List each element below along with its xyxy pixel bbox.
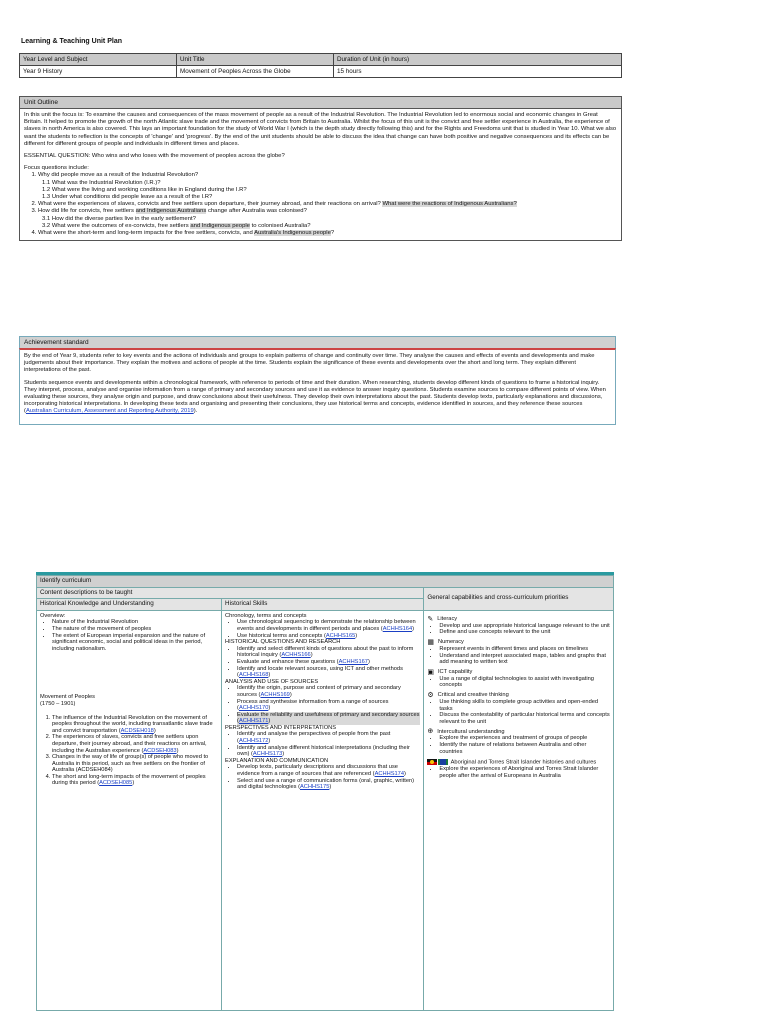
atsi-list — [427, 766, 610, 779]
duration-header: Duration of Unit (in hours) — [334, 54, 622, 66]
ict-label: ICT capability — [437, 668, 473, 675]
skill-item — [237, 646, 420, 659]
code-link[interactable]: ACDSEH083 — [143, 747, 177, 754]
close-paren: ) — [367, 658, 370, 665]
close-paren: ) — [268, 705, 271, 712]
code-link[interactable]: ACHHS165 — [325, 632, 356, 639]
literacy-icon: ✎ — [427, 615, 434, 623]
code-link[interactable]: ACHHS166 — [281, 652, 311, 659]
year-level-header: Year Level and Subject — [20, 54, 177, 66]
critical-thinking-label: Critical and creative thinking — [437, 692, 509, 699]
torres-strait-flag-icon — [438, 759, 448, 765]
hku-header: Historical Knowledge and Understanding — [37, 599, 222, 611]
focus-question — [38, 230, 617, 237]
close-paren: ) — [176, 747, 179, 754]
focus-question-text: What were the experiences of slaves, convicts and free settlers upon departure, their journey abroad, and their reactions on arrival? — [38, 201, 381, 208]
capability-item: • Develop and use appropriate historical language relevant to the unit — [439, 623, 610, 630]
duration-value: 15 hours — [334, 66, 622, 78]
code-link[interactable]: ACDSEH085 — [99, 780, 133, 787]
historical-skills-header: Historical Skills — [222, 599, 424, 611]
capability-item: • Discuss the contestability of particular historical terms and concepts relevant to the unit — [439, 712, 610, 725]
communication-list — [225, 764, 420, 790]
skill-text: Identify and select different kinds of questions about the past to inform historical inquiry ( — [237, 645, 414, 659]
focus-questions-label: Focus questions include: — [24, 165, 89, 172]
close-paren: ) — [412, 625, 415, 632]
skill-item — [237, 745, 420, 758]
capability-item: • Define and use concepts relevant to the unit — [439, 629, 610, 636]
close-paren: ) — [132, 780, 135, 787]
skill-item — [237, 731, 420, 744]
literacy-label: Literacy — [437, 615, 458, 622]
capability-item: • Explore the experiences of Aboriginal and Torres Strait Islander people after the arrival of Europeans in Australia — [439, 766, 610, 779]
skill-text: Use chronological sequencing to demonstrate the relationship between events and developments in different periods and places ( — [237, 619, 416, 632]
atsi-label: Aboriginal and Torres Strait Islander histories and cultures — [450, 759, 597, 766]
unit-outline-header: Unit Outline — [19, 96, 622, 109]
close-paren: ) — [268, 718, 271, 725]
sub-question: 1.3 Under what conditions did people leave as a result of the I.R? — [42, 194, 213, 201]
highlighted-text: Australia's Indigenous people — [254, 230, 331, 237]
perspectives-label: PERSPECTIVES AND INTERPRETATIONS — [225, 724, 337, 731]
identify-curriculum-section — [36, 572, 614, 1011]
atsi-heading — [427, 759, 610, 766]
skill-text: Identify and analyse the perspectives of people from the past ( — [237, 731, 391, 745]
skill-item — [237, 764, 420, 777]
unit-outline-paragraph: In this unit the focus is: To examine the causes and consequences of the mass movement of people as a result of the Industrial Revolution. The Industrial Revolution led to enormous social and economic changes in Great Britain. It helped to promote the growth of the north Atlantic slave trade and the movement of convicts from Britain to Australia. Whilst the focus of this unit is the convict and free settler experience in Australia, the experience of slaves in north America is also covered. This lays an important foundation for the study of World War I (which is the depth study directly following this) and for the Rights and Freedoms unit that is studied in Year 10. What we also want the students to reflection is the concepts of 'change' and 'progress'. By the end of the unit students should be able to discuss the idea that change can have both positive and negative consequences and its effects can be different for different groups of people and individuals in different times and places. — [24, 112, 617, 147]
general-capabilities-column — [424, 610, 614, 1010]
focus-question-text: How did life for convicts, free settlers — [38, 208, 134, 215]
code-link[interactable]: ACHHS164 — [382, 625, 413, 632]
general-capabilities-header: General capabilities and cross-curriculum priorities — [424, 587, 614, 610]
globe-icon: ⊕ — [427, 728, 434, 736]
mop-item: 3. Changes in the way of life of group(s) of people who moved to Australia in this period, such as free settlers on the frontier of Australia (ACDSEH084) — [52, 754, 218, 774]
intercultural-list — [427, 735, 610, 755]
movement-of-peoples-label: Movement of Peoples — [40, 694, 96, 701]
sources-label: ANALYSIS AND USE OF SOURCES — [225, 678, 319, 685]
mop-item-text: The experiences of slaves, convicts and free settlers upon departure, their journey abroad, and their reactions on arrival, including the Australian experience ( — [52, 734, 207, 754]
sub-question — [42, 223, 617, 230]
chronology-list — [225, 619, 420, 639]
overview-item: • The extent of European imperial expansion and the nature of significant economic, social and political ideas in the period, including nationalism. — [52, 633, 218, 653]
identify-curriculum-header: Identify curriculum — [37, 576, 614, 588]
communication-label: EXPLANATION AND COMMUNICATION — [225, 757, 329, 764]
skill-text: Use historical terms and concepts ( — [237, 632, 326, 639]
sub-question-text: to colonised Australia? — [251, 222, 311, 229]
achievement-standard-header: Achievement standard — [19, 336, 616, 348]
sub-question: 3.1 How did the diverse parties live in the early settlement? — [42, 215, 196, 222]
content-descriptions-header: Content descriptions to be taught — [37, 587, 424, 599]
numeracy-list — [427, 646, 610, 666]
skill-text: Evaluate and enhance these questions ( — [237, 658, 339, 665]
unit-outline-section — [19, 96, 622, 241]
literacy-heading — [427, 616, 610, 623]
historical-skills-column — [222, 610, 424, 1010]
overview-label: Overview: — [40, 612, 66, 619]
skill-text: Develop texts, particularly descriptions and discussions that use evidence from a range of sources that are referenced ( — [237, 764, 398, 778]
close-paren: ) — [310, 652, 313, 659]
close-paren: ) — [268, 738, 271, 745]
ict-heading — [427, 669, 610, 676]
sub-question-text: 3.2 What were the outcomes of ex-convicts, free settlers — [42, 222, 189, 229]
highlighted-text: and Indigenous people — [190, 222, 250, 229]
focus-question-text: ? — [330, 230, 335, 237]
year-level-value: Year 9 History — [20, 66, 177, 78]
focus-question — [38, 172, 617, 201]
movement-of-peoples-dates: (1750 – 1901) — [40, 700, 76, 707]
code-link[interactable]: ACHHS168 — [238, 672, 269, 679]
code-link[interactable]: ACHHS170 — [238, 705, 269, 712]
unit-title-header: Unit Title — [177, 54, 334, 66]
overview-item: • The nature of the movement of peoples — [52, 626, 218, 633]
intercultural-heading — [427, 728, 610, 735]
skill-item — [237, 659, 420, 666]
mop-item-text: The influence of the Industrial Revolution on the movement of peoples throughout the world, including transatlantic slave trade and convict transportation ( — [52, 714, 213, 734]
mop-item — [52, 774, 218, 787]
focus-question-text: change after Australia was colonised? — [207, 208, 307, 215]
aboriginal-flag-icon — [427, 759, 437, 765]
skill-item — [237, 778, 420, 791]
code-link[interactable]: ACHHS173 — [252, 751, 283, 758]
critical-thinking-heading — [427, 692, 610, 699]
hku-column — [37, 610, 222, 1010]
achievement-paragraph-2 — [24, 380, 611, 416]
close-paren: ) — [268, 672, 271, 679]
code-link[interactable]: ACHHS174 — [374, 771, 404, 778]
acara-link[interactable]: Australian Curriculum, Assessment and Reporting Authority, 2019 — [25, 408, 194, 415]
gears-icon: ⚙ — [427, 691, 434, 699]
focus-question-text: Why did people move as a result of the Industrial Revolution? — [38, 172, 199, 179]
skill-text: Process and synthesise information from a range of sources ( — [237, 698, 389, 712]
close-paren: ) — [153, 727, 156, 734]
code-link[interactable]: ACHHS169 — [260, 691, 290, 698]
skill-text: Select and use a range of communication forms (oral, graphic, written) and digital technologies ( — [237, 777, 415, 791]
intercultural-label: Intercultural understanding — [437, 728, 505, 735]
focus-question — [38, 201, 617, 208]
sub-question: 1.1 What was the Industrial Revolution (I.R.)? — [42, 179, 161, 186]
close-paren: ) — [282, 751, 285, 758]
skill-item — [237, 633, 420, 640]
highlighted-text: and Indigenous Australians — [135, 208, 207, 215]
ict-list — [427, 676, 610, 689]
research-label: HISTORICAL QUESTIONS AND RESEARCH — [225, 639, 341, 646]
movement-of-peoples-list — [40, 715, 218, 788]
skill-text: Identify and analyse different historical interpretations (including their own) ( — [237, 744, 410, 758]
code-link[interactable]: ACHHS171 — [238, 718, 269, 725]
essential-question: ESSENTIAL QUESTION: Who wins and who loses with the movement of peoples across the globe? — [24, 153, 285, 160]
skill-text: Identify the origin, purpose and context of primary and secondary sources ( — [237, 685, 401, 698]
chronology-label: Chronology, terms and concepts — [225, 612, 307, 619]
close-paren: ) — [329, 784, 332, 791]
achievement-paragraph-2-text: Students sequence events and developments within a chronological framework, with reference to periods of time and their duration. When researching, students develop different kinds of questions to frame a historical inquiry. They interpret, process, analyse and organise information from a range of primary and secondary sources and use it as evidence to answer inquiry questions. Students examine sources to compare different points of view. When evaluating these sources, they analyse origin and purpose, and draw conclusions about their usefulness. They develop their own interpretations about the past. Students develop texts, particularly explanations and discussions, incorporating historical interpretations. In developing these texts and organising and presenting their conclusions, they use historical terms and concepts, evidence identified in sources, and they reference these sources ( — [24, 379, 606, 415]
capability-item: • Represent events in different times and places on timelines — [439, 646, 610, 653]
achievement-standard-section — [19, 336, 616, 425]
skill-text: Identify and locate relevant sources, using ICT and other methods ( — [237, 665, 403, 679]
unit-meta-table — [19, 53, 622, 78]
achievement-paragraph-1: By the end of Year 9, students refer to key events and the actions of individuals and groups to explain patterns of change and continuity over time. They analyse the causes and effects of events and developments and make judgements about their importance. They explain the motives and actions of people at the time. Students explain the significance of these events and developments over the short and long term. They explain different interpretations of the past. — [24, 353, 595, 374]
numeracy-heading — [427, 639, 610, 646]
critical-thinking-list — [427, 699, 610, 725]
mop-item — [52, 715, 218, 735]
focus-question-text: What were the short-term and long-term impacts for the free settlers, convicts, and — [38, 230, 253, 237]
mop-item-text: The short and long-term impacts of the movement of peoples during this period ( — [52, 773, 206, 787]
document-title: Learning & Teaching Unit Plan — [21, 38, 122, 45]
perspectives-list — [225, 731, 420, 757]
close-paren: ) — [403, 771, 406, 778]
unit-title-value: Movement of Peoples Across the Globe — [177, 66, 334, 78]
sources-list — [225, 685, 420, 725]
achievement-standard-body — [19, 348, 616, 425]
literacy-list — [427, 623, 610, 636]
skill-item — [237, 712, 420, 725]
skill-item — [237, 685, 420, 698]
skill-item — [237, 619, 420, 632]
close-paren: ) — [355, 632, 358, 639]
capability-item: • Use a range of digital technologies to assist with investigating concepts — [439, 676, 610, 689]
mop-item — [52, 734, 218, 754]
sub-question: 1.2 What were the living and working conditions like in England during the I.R? — [42, 186, 247, 193]
calculator-icon: ▦ — [427, 638, 434, 646]
overview-item: • Nature of the Industrial Revolution — [52, 619, 218, 626]
close-paren: ) — [289, 691, 292, 698]
research-list — [225, 646, 420, 679]
code-link[interactable]: ACHHS167 — [338, 658, 368, 665]
numeracy-label: Numeracy — [437, 639, 464, 646]
focus-questions-list — [24, 172, 617, 237]
skill-text: Evaluate the reliability and usefulness of primary and secondary sources ( — [237, 711, 420, 725]
code-link[interactable]: ACDSEH018 — [120, 727, 154, 734]
capability-item: • Understand and interpret associated maps, tables and graphs that add meaning to written text — [439, 653, 610, 666]
achievement-paragraph-2-end: ). — [193, 408, 198, 415]
skill-item — [237, 666, 420, 679]
focus-question — [38, 208, 617, 230]
code-link[interactable]: ACHHS172 — [238, 738, 269, 745]
unit-outline-body — [19, 109, 622, 241]
curriculum-table — [36, 575, 614, 1011]
capability-item: • Explore the experiences and treatment of groups of people — [439, 735, 610, 742]
capability-item: • Identify the nature of relations between Australia and other countries — [439, 742, 610, 755]
overview-list — [40, 619, 218, 652]
code-link[interactable]: ACHHS175 — [299, 784, 330, 791]
capability-item: • Use thinking skills to complete group activities and open-ended tasks — [439, 699, 610, 712]
computer-icon: ▣ — [427, 668, 434, 676]
skill-item — [237, 699, 420, 712]
highlighted-text: What were the reactions of Indigenous Australians? — [382, 201, 517, 208]
